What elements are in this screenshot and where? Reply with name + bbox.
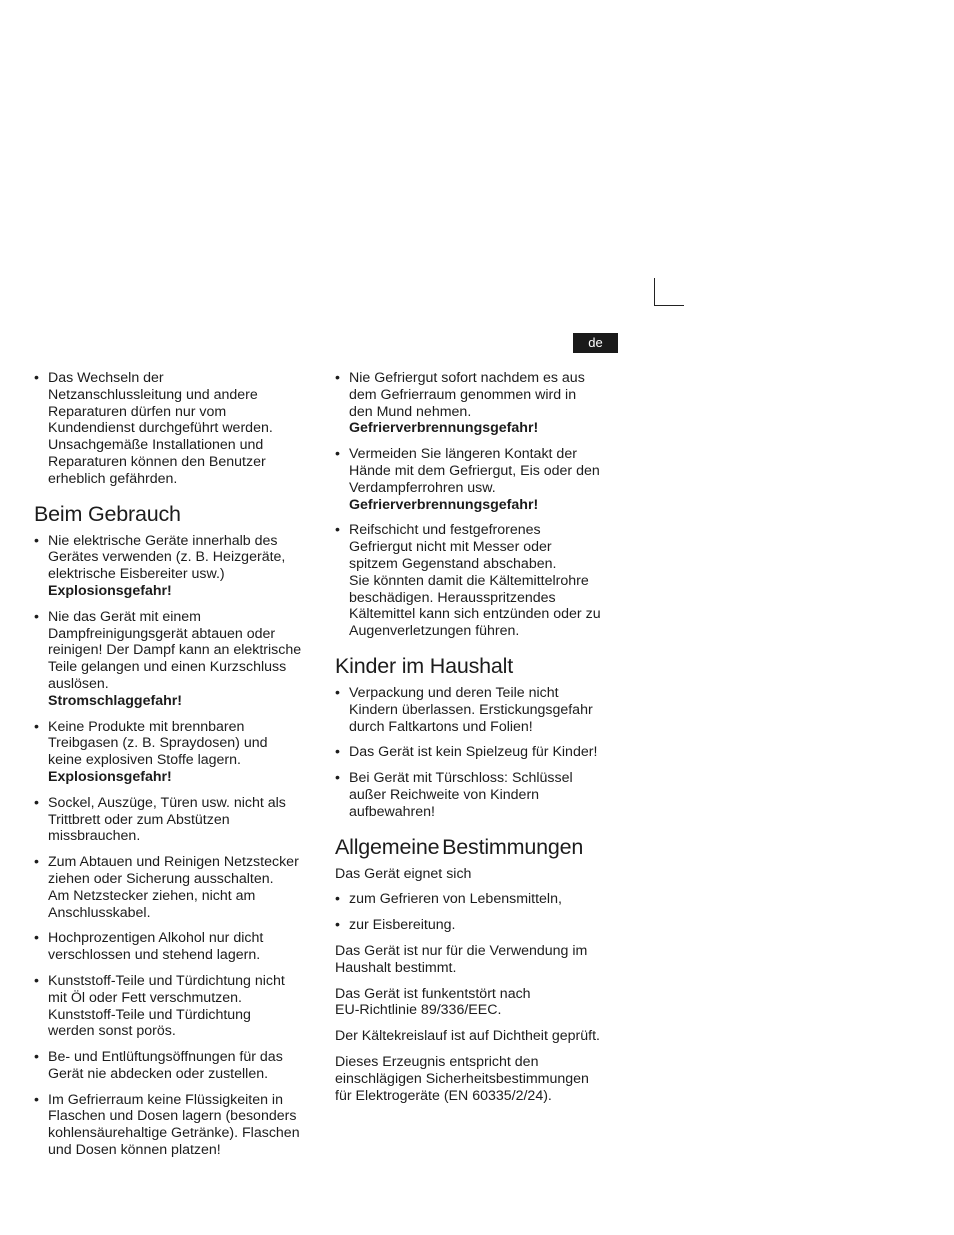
item-text-line: Zum Abtauen und Reinigen Netzstecker — [48, 854, 299, 871]
item-text-line: kohlensäurehaltige Getränke). Flaschen — [48, 1125, 300, 1142]
item-text-line: keine explosiven Stoffe lagern. — [48, 752, 241, 769]
item-text-line: Anschlusskabel. — [48, 904, 151, 921]
section-heading-kinder: Kinder im Haushalt — [335, 653, 514, 678]
list-item — [34, 370, 320, 488]
item-text-line: außer Reichweite von Kindern — [349, 786, 540, 803]
item-text-line: Keine Produkte mit brennbaren — [48, 718, 245, 735]
item-text-line: Sockel, Auszüge, Türen usw. nicht als — [48, 794, 286, 811]
item-text-line: Hände mit dem Gefriergut, Eis oder den — [349, 462, 600, 479]
item-text-line: Flaschen und Dosen lagern (besonders — [48, 1108, 297, 1125]
item-text-line: Kundendienst durchgeführt werden. — [48, 420, 273, 437]
paragraph-text-line: für Elektrogeräte (EN 60335/2/24). — [335, 1087, 552, 1104]
list-item — [34, 719, 320, 786]
item-text-line: mit Öl oder Fett verschmutzen. — [48, 989, 242, 1006]
item-text-line: zum Gefrieren von Lebensmitteln, — [349, 891, 562, 908]
bullet-icon: • — [335, 917, 340, 934]
bullet-icon: • — [335, 522, 340, 539]
item-text-line: Dampfreinigungsgerät abtauen oder — [48, 625, 276, 642]
paragraph-text-line: Dieses Erzeugnis entspricht den — [335, 1053, 539, 1070]
general-intro: Das Gerät eignet sich — [335, 865, 472, 882]
item-text-line: elektrische Eisbereiter usw.) — [48, 566, 225, 583]
item-text-line: werden sonst porös. — [48, 1023, 176, 1040]
bullet-icon: • — [335, 446, 340, 463]
item-text-line: Unsachgemäße Installationen und — [48, 437, 264, 454]
safety-list-intro — [34, 370, 320, 488]
general-paragraph — [335, 986, 625, 1020]
item-text-line: Be- und Entlüftungsöffnungen für das — [48, 1049, 283, 1066]
bullet-icon: • — [34, 1091, 39, 1108]
safety-list-use — [34, 533, 320, 1159]
list-item — [34, 973, 320, 1040]
bullet-icon: • — [335, 770, 340, 787]
bullet-icon: • — [34, 794, 39, 811]
list-item — [335, 370, 625, 437]
item-text-line: beschädigen. Herausspritzendes — [349, 589, 556, 606]
paragraph-text-line: Der Kältekreislauf ist auf Dichtheit geprüft. — [335, 1028, 600, 1045]
bullet-icon: • — [335, 744, 340, 761]
bullet-icon: • — [34, 718, 39, 735]
safety-list-children — [335, 685, 625, 821]
item-text-line: Nie das Gerät mit einem — [48, 608, 201, 625]
general-list — [335, 891, 625, 934]
bullet-icon: • — [34, 972, 39, 989]
paragraph-text-line: Das Gerät ist nur für die Verwendung im — [335, 942, 588, 959]
left-column — [34, 370, 320, 1168]
section-heading-beim-gebrauch: Beim Gebrauch — [34, 501, 181, 526]
item-text-line: Trittbrett oder zum Abstützen — [48, 811, 230, 828]
item-text-line: Das Wechseln der — [48, 370, 164, 386]
warning-text: Gefrierverbrennungsgefahr! — [349, 420, 539, 437]
item-text-line: Das Gerät ist kein Spielzeug für Kinder! — [349, 744, 598, 761]
item-text-line: Gerät nie abdecken oder zustellen. — [48, 1065, 269, 1082]
list-item — [34, 1092, 320, 1159]
item-text-line: Kältemittel kann sich entzünden oder zu — [349, 606, 601, 623]
item-text-line: aufbewahren! — [349, 803, 435, 820]
item-text-line: Bei Gerät mit Türschloss: Schlüssel — [349, 770, 573, 787]
list-item — [335, 891, 625, 908]
crop-mark-vertical — [654, 278, 655, 306]
item-text-line: Reparaturen können den Benutzer — [48, 453, 266, 470]
item-text-line: Teile gelangen und einen Kurzschluss — [48, 659, 287, 676]
bullet-icon: • — [34, 854, 39, 871]
item-text-line: durch Faltkartons und Folien! — [349, 718, 533, 735]
list-item — [34, 533, 320, 600]
list-item — [335, 446, 625, 513]
item-text-line: und Dosen können platzen! — [48, 1142, 221, 1159]
right-column — [335, 370, 625, 1113]
item-text-line: Kindern überlassen. Erstickungsgefahr — [349, 701, 593, 718]
bullet-icon: • — [34, 1049, 39, 1066]
item-text-line: Hochprozentigen Alkohol nur dicht — [48, 930, 264, 947]
list-item — [335, 744, 625, 761]
bullet-icon: • — [34, 370, 39, 386]
list-item — [34, 609, 320, 710]
item-text-line: dem Gefrierraum genommen wird in — [349, 386, 577, 403]
bullet-icon: • — [34, 608, 39, 625]
list-item — [335, 917, 625, 934]
list-item — [34, 1049, 320, 1083]
list-item — [34, 795, 320, 845]
item-text-line: Gefriergut nicht mit Messer oder — [349, 539, 552, 556]
bullet-icon: • — [335, 891, 340, 908]
paragraph-text-line: EU-Richtlinie 89/336/EEC. — [335, 1002, 502, 1019]
item-text-line: Im Gefrierraum keine Flüssigkeiten in — [48, 1091, 283, 1108]
list-item — [34, 930, 320, 964]
language-badge: de — [573, 333, 618, 353]
general-paragraph — [335, 1028, 625, 1045]
list-item — [335, 770, 625, 820]
safety-list-freezer — [335, 370, 625, 640]
item-text-line: Augenverletzungen führen. — [349, 623, 520, 640]
general-paragraphs — [335, 943, 625, 1104]
item-text-line: Vermeiden Sie längeren Kontakt der — [349, 446, 577, 463]
item-text-line: missbrauchen. — [48, 828, 141, 845]
warning-text: Gefrierverbrennungsgefahr! — [349, 496, 539, 513]
item-text-line: Treibgasen (z. B. Spraydosen) und — [48, 735, 268, 752]
paragraph-text-line: einschlägigen Sicherheitsbestimmungen — [335, 1070, 589, 1087]
item-text-line: Gerätes verwenden (z. B. Heizgeräte, — [48, 549, 286, 566]
item-text-line: Reifschicht und festgefrorenes — [349, 522, 541, 539]
item-text-line: Nie elektrische Geräte innerhalb des — [48, 532, 278, 549]
item-text-line: Verpackung und deren Teile nicht — [349, 684, 559, 701]
item-text-line: Reparaturen dürfen nur vom — [48, 403, 227, 420]
item-text-line: Netzanschlussleitung und andere — [48, 386, 258, 403]
bullet-icon: • — [335, 684, 340, 701]
item-text-line: Nie Gefriergut sofort nachdem es aus — [349, 370, 585, 386]
item-text-line: Kunststoff-Teile und Türdichtung nicht — [48, 972, 285, 989]
item-text-line: Verdampferrohren usw. — [349, 479, 496, 496]
item-text-line: Sie könnten damit die Kältemittelrohre — [349, 572, 589, 589]
paragraph-text-line: Das Gerät ist funkentstört nach — [335, 985, 531, 1002]
item-text-line: zur Eisbereitung. — [349, 917, 456, 934]
warning-text: Stromschlaggefahr! — [48, 692, 183, 709]
item-text-line: Kunststoff-Teile und Türdichtung — [48, 1006, 251, 1023]
warning-text: Explosionsgefahr! — [48, 582, 172, 599]
general-paragraph — [335, 1054, 625, 1104]
list-item — [335, 685, 625, 735]
item-text-line: erheblich gefährden. — [48, 470, 178, 487]
list-item — [34, 854, 320, 921]
crop-mark-horizontal — [654, 305, 684, 306]
item-text-line: reinigen! Der Dampf kann an elektrische — [48, 642, 302, 659]
item-text-line: den Mund nehmen. — [349, 403, 472, 420]
item-text-line: spitzem Gegenstand abschaben. — [349, 555, 557, 572]
item-text-line: ziehen oder Sicherung ausschalten. — [48, 870, 274, 887]
list-item — [335, 522, 625, 640]
warning-text: Explosionsgefahr! — [48, 768, 172, 785]
bullet-icon: • — [34, 532, 39, 549]
item-text-line: verschlossen und stehend lagern. — [48, 947, 261, 964]
item-text-line: Am Netzstecker ziehen, nicht am — [48, 887, 256, 904]
bullet-icon: • — [34, 930, 39, 947]
bullet-icon: • — [335, 370, 340, 386]
general-paragraph — [335, 943, 625, 977]
item-text-line: auslösen. — [48, 675, 109, 692]
paragraph-text-line: Haushalt bestimmt. — [335, 959, 457, 976]
section-heading-allgemeine: Allgemeine Bestimmungen — [335, 834, 584, 859]
